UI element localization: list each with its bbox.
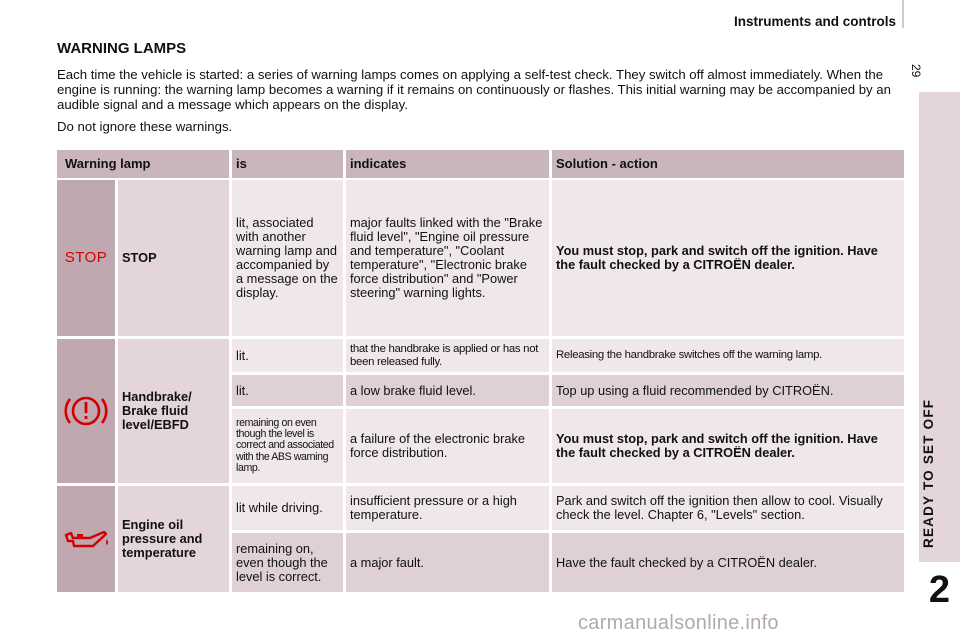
lamp-action: Park and switch off the ignition then allow to cool. Visually check the level. Chapter 6, "Levels" section.: [552, 486, 904, 530]
lamp-meaning: a major fault.: [346, 533, 549, 592]
intro-paragraph: Each time the vehicle is started: a series of warning lamps comes on applying a self-test check. They switch off almost immediately. When the engine is running: the warning lamp becomes a warning if it remains on continuously or flashes. This initial warning may be accompanied by an audible signal and a message which appears on the display.: [57, 67, 891, 112]
lamp-action: Have the fault checked by a CITROËN dealer.: [552, 533, 904, 592]
watermark-link[interactable]: carmanualsonline.info: [578, 612, 779, 634]
column-header: is: [232, 150, 343, 178]
column-header: indicates: [346, 150, 549, 178]
lamp-name: Engine oil pressure and temperature: [118, 486, 229, 592]
header-divider: [902, 0, 904, 28]
lamp-action: You must stop, park and switch off the ignition. Have the fault checked by a CITROËN dealer.: [552, 180, 904, 336]
lamp-action: Releasing the handbrake switches off the warning lamp.: [552, 339, 904, 372]
lamp-icon-cell: [57, 339, 115, 483]
chapter-tab-label: READY TO SET OFF: [921, 398, 936, 548]
lamp-state: remaining on, even though the level is correct.: [232, 533, 343, 592]
lamp-state: lit.: [232, 375, 343, 406]
column-header: Solution - action: [552, 150, 904, 178]
lamp-meaning: a failure of the electronic brake force distribution.: [346, 409, 549, 483]
oil-can-icon: [62, 526, 110, 552]
lamp-name: Handbrake/ Brake fluid level/EBFD: [118, 339, 229, 483]
page-number: 29: [909, 64, 923, 78]
lamp-meaning: that the handbrake is applied or has not been released fully.: [346, 339, 549, 372]
lamp-state: lit while driving.: [232, 486, 343, 530]
lamp-action: You must stop, park and switch off the ignition. Have the fault checked by a CITROËN dealer.: [552, 409, 904, 483]
chapter-number: 2: [919, 562, 960, 640]
intro-paragraph: Do not ignore these warnings.: [57, 119, 233, 134]
stop-warning-icon: STOP: [64, 249, 108, 266]
lamp-name: STOP: [118, 180, 229, 336]
lamp-meaning: a low brake fluid level.: [346, 375, 549, 406]
intro-text: [57, 67, 907, 141]
lamp-action: Top up using a fluid recommended by CITROËN.: [552, 375, 904, 406]
lamp-icon-cell: [57, 486, 115, 592]
column-header: Warning lamp: [57, 150, 229, 178]
lamp-meaning: major faults linked with the "Brake fluid level", "Engine oil pressure and temperature", "Coolant temperature", "Electronic brake force distribution" and "Power steering" warning lights.: [346, 180, 549, 336]
lamp-state: lit, associated with another warning lamp and accompanied by a message on the display.: [232, 180, 343, 336]
lamp-meaning: insufficient pressure or a high temperature.: [346, 486, 549, 530]
lamp-icon-cell: [57, 180, 115, 336]
lamp-state: lit.: [232, 339, 343, 372]
running-header: Instruments and controls: [733, 14, 896, 29]
lamp-state: remaining on even though the level is correct and associated with the ABS warning lamp.: [232, 409, 343, 483]
section-title: WARNING LAMPS: [57, 40, 187, 57]
brake-warning-icon: [63, 391, 109, 431]
